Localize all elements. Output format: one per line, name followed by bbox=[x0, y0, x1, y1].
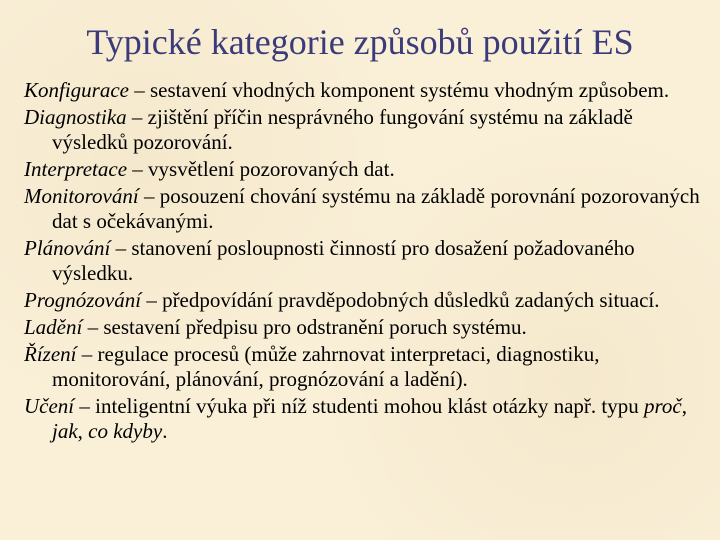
description-uceni: inteligentní výuka při níž studenti mohou klást otázky např. typu bbox=[95, 394, 644, 418]
term-ladeni: Ladění bbox=[24, 315, 83, 339]
example-jak: jak bbox=[52, 419, 78, 443]
term-konfigurace: Konfigurace bbox=[24, 78, 129, 102]
list-item-uceni: Učení – inteligentní výuka při níž studenti mohou klást otázky např. typu proč, jak, co kdyby. bbox=[24, 394, 687, 443]
list-item-ladeni: Ladění – sestavení předpisu pro odstranění poruch systému. bbox=[24, 315, 527, 339]
term-uceni: Učení bbox=[24, 394, 75, 418]
description-monitorovani: posouzení chování systému na základě porovnání pozorovaných dat s očekávanými. bbox=[52, 184, 700, 233]
description-diagnostika: zjištění příčin nesprávného fungování systému na základě výsledků pozorování. bbox=[52, 105, 633, 154]
description-interpretace: vysvětlení pozorovaných dat. bbox=[148, 157, 395, 181]
list-item-interpretace: Interpretace – vysvětlení pozorovaných dat. bbox=[24, 157, 395, 181]
list-item-planovani: Plánování – stanovení posloupnosti činností pro dosažení požadovaného výsledku. bbox=[24, 236, 635, 285]
description-rizeni: regulace procesů (může zahrnovat interpretaci, diagnostiku, monitorování, plánování, prognózování a ladění). bbox=[52, 342, 600, 391]
list-item-rizeni: Řízení – regulace procesů (může zahrnovat interpretaci, diagnostiku, monitorování, plánování, prognózování a ladění). bbox=[24, 342, 600, 391]
description-planovani: stanovení posloupnosti činností pro dosažení požadovaného výsledku. bbox=[52, 236, 635, 285]
slide-title: Typické kategorie způsobů použití ES bbox=[86, 22, 634, 62]
list-item-konfigurace: Konfigurace – sestavení vhodných komponent systému vhodným způsobem. bbox=[24, 78, 670, 102]
term-rizeni: Řízení bbox=[24, 342, 77, 366]
term-prognozovani: Prognózování bbox=[24, 288, 142, 312]
term-planovani: Plánování bbox=[24, 236, 111, 260]
term-interpretace: Interpretace bbox=[24, 157, 128, 181]
list-item-monitorovani: Monitorování – posouzení chování systému na základě porovnání pozorovaných dat s očekávanými. bbox=[24, 184, 700, 233]
example-co-kdyby: co kdyby bbox=[88, 419, 163, 443]
description-prognozovani: předpovídání pravděpodobných důsledků zadaných situací. bbox=[162, 288, 660, 312]
example-proc: proč bbox=[643, 394, 682, 418]
category-list bbox=[24, 78, 704, 446]
list-item-prognozovani: Prognózování – předpovídání pravděpodobných důsledků zadaných situací. bbox=[24, 288, 660, 312]
term-diagnostika: Diagnostika bbox=[24, 105, 127, 129]
description-konfigurace: sestavení vhodných komponent systému vhodným způsobem. bbox=[150, 78, 670, 102]
list-item-diagnostika: Diagnostika – zjištění příčin nesprávného fungování systému na základě výsledků pozorování. bbox=[24, 105, 633, 154]
description-ladeni: sestavení předpisu pro odstranění poruch systému. bbox=[103, 315, 527, 339]
term-monitorovani: Monitorování bbox=[24, 184, 139, 208]
